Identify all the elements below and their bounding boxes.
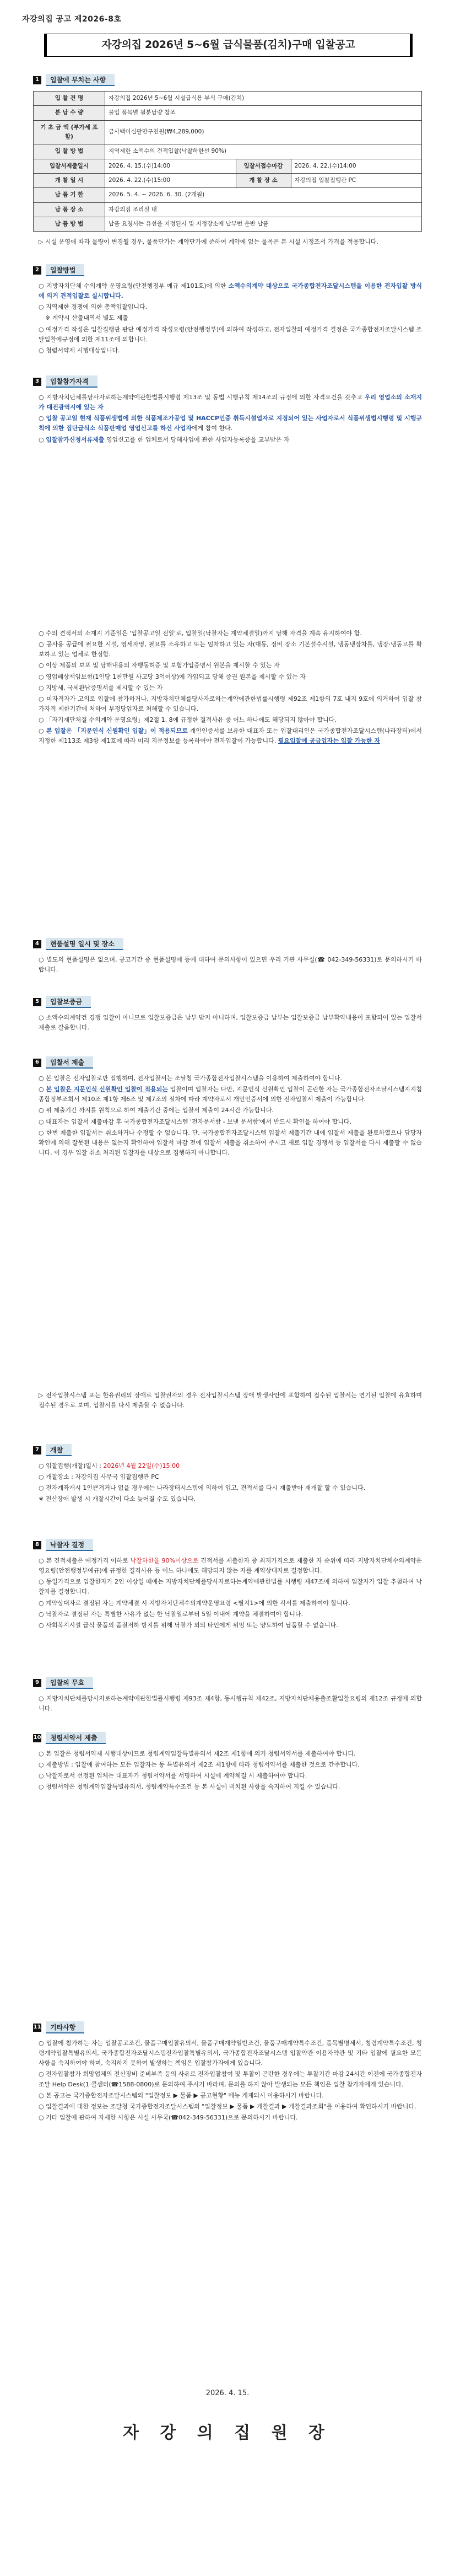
list-item: ○ 소액수의계약건 경쟁 입찰이 아니므로 입찰보증금은 납부 받지 아니하며, 입찰보증금 납부는 입찰보증금 납부확약내용이 포함되어 있는 입찰서 제출로 갈음합니다.: [39, 1014, 422, 1032]
issuer-signature: 자 강 의 집 원 장: [122, 2423, 333, 2443]
section-title: 청렴서약서 제출: [46, 1732, 106, 1744]
list-item: ▷ 전자입찰시스템 또는 한유권리의 장애로 입찰권자의 경우 전자입찰시스템 장애 발생사안에 포함하여 접수된 입찰서는 연기된 입찰에 유효하며 접수된 경우로 보며, 입찰서를 다시 제출할 수 없습니다.: [39, 1392, 422, 1409]
section-title: 입찰에 부치는 사항: [46, 74, 115, 86]
section-other: 11 기타사항 ○ 입찰에 참가하는 자는 입찰공고조건, 물품구매입찰유의서, 물품구매계약일반조건, 물품구매계약특수조건, 품목별명세서, 청렴계약특수조건, 청렴계약입찰특별유의서, 국가종합전자조달시스템전자입찰특별유의서, 국가종합전자조달시스템 입찰약관 이용자약관 및 기타 입찰에 필요한 모든 사항을 숙지하여야 하며, 숙지하지 못하여 발생하는 책임은 입찰참가자에게 있습니다. ○ 전자입찰참가 희망업체의 전산장비 준비부족 등의 사유로 전자입찰참여 및 투찰이 곤란한 경우에는 투찰기간 마감 24시간 이전에 국가종합전자조달 Help Desk(1 콜센터(☎1588-0800)로 문의하여 주시기 바라며, 문의를 하지 않아 발생되는 모든 책임은 입찰 참가자에게 있습니다. ○ 본 공고는 국가종합전자조달시스템의 "입찰정보 ▶ 물품 ▶ 공고현황" 메뉴 게재되시 이용하시기 바랍니다. ○ 입찰결과에 대한 정보는 조달청 국가종합전자조달시스템의 "입찰정보 ▶ 물품 ▶ 개찰결과 ▶ 개찰결과조회"를 이용하여 확인하시기 바랍니다. ○ 기타 입찰에 관하여 자세한 사항은 시설 사무국(☎042-349-56331)으로 문의하시기 바랍니다.: [33, 2021, 422, 2124]
list-item: ○ 대표자는 입찰서 제출마감 후 국가종합전자조달시스템 '전자문서함 - 보낸 문서함'에서 반드시 확인을 하여야 합니다.: [39, 1118, 351, 1125]
bid-info-table: [33, 91, 422, 232]
section-title: 입찰방법: [46, 264, 84, 276]
table-row: 납 품 기 한 2026. 5. 4. ~ 2026. 6. 30. (2개월): [34, 188, 422, 202]
table-row: 납 품 장 소 자강의집 조리실 내: [34, 202, 422, 217]
list-item: ○ 전자입찰참가 희망업체의 전산장비 준비부족 등의 사유로 전자입찰참여 및 투찰이 곤란한 경우에는 투찰기간 마감 24시간 이전에 국가종합전자조달 Help Desk(1 콜센터(☎1588-0800)로 문의하여 주시기 바라며, 문의를 하지 않아 발생되는 모든 책임은 입찰 참가자에게 있습니다.: [39, 2070, 422, 2088]
list-item: ○ 전자계좌개시 1인쁜겨거나 없을 경우에는 나라장터시스템에 의하여 입고, 견적서를 다시 재출받아 재개찰 할 수 있습니다.: [39, 1484, 366, 1492]
notice-title: 자강의집 2026년 5~6월 급식물품(김치)구매 입찰공고: [44, 34, 413, 57]
section-award: 8 낙찰자 결정 ○ 본 견적제출은 예정가격 이하로 낙찰하한율 90%이상으로 견적서를 제출한자 중 최저가격으로 제출한 자 순위에 따라 지방자치단체수의계약운영요령(안전행정부예규)에 규정한 결격사유 등 어느 하나에도 해당되지 않는 자를 계약상대자로 결정합니다. ○ 동일가격으로 입찰한자가 2인 이상일 때에는 지방자치단체를당사자로하는계약에관한법률 시행령 제47조에 의하여 입찰자가 입찰 추첨하여 낙찰자를 결정합니다. ○ 계약상대자로 결정된 자는 계약체결 시 지방자치단체수의계약운영요령 <별지1>에 의한 각서를 제출하여야 합니다. ○ 낙찰자로 결정된 자는 특별한 사유가 없는 한 낙찰일로부터 5일 이내에 계약을 체결하여야 합니다. ○ 사회복지시설 급식 물품의 품질저하 방지를 위해 낙찰가 외의 타인에게 위임 또는 양도하여 납품할 수 없습니다.: [33, 1538, 422, 1632]
section-invalid-bid: 9 입찰의 무효 ○ 지방자치단체를당사자로하는계약에관한법률시행령 제93조 제4항, 동시행규칙 제42조, 지방자치단체용출조활입찰요령의 제12조 규정에 의합니다.: [33, 1676, 422, 1715]
list-item: ○ 별도의 현품설명은 없으며, 공고기간 중 현품설명에 등에 대하여 문의사항이 있으면 우리 기관 사무실(☎ 042-349-56331)로 문의하시기 바랍니다.: [39, 956, 422, 974]
notice-date: 2026. 4. 15.: [205, 2389, 250, 2397]
list-item: ○ 본 입찰은 지문인식 신원확인 입찰이 적용되는 입찰이며 입찰자는 다만, 지문인식 신원확인 입찰이 곤란한 자는 국가종합전자조달시스템지지침종합정부조회서 제10조 제1항 제6조 및 제7조의 절차에 따라 계약자로서 개인인증서에 의한 전자입찰서 제출이 가능합니다.: [39, 1086, 422, 1103]
section-bid-items: 1 입찰에 부치는 사항 입 찰 건 명 자강의집 2026년 5~6월 시설급식용 부식 구매(김치) 분 납 수 량 물입 품목별 월분납량 참조 기 초 금 액 (부가세 포함) 금사백이십팔만구천원(₩4,289,000) 입 찰 방 법 지역제한 소액수의 견적입찰(낙찰하한선 90%) 입찰서제출일시 2026. 4. 15.(수)14:00 입찰서접수마감 2026. 4. 22.(수)14:00 개 찰 일 시 2026. 4. 22.(수)15:00 개 찰 장 소 자강의집 입찰집행관 PC 납 품 기 한 2026. 5. 4. ~ 2026. 6. 30. (2개월) 납 품 장 소 자강의집 조리실 내 납 품 방 법 납품 요청서는 유선을 지정된시 및 지정장소에 납부번 운반 납품 ▷ 시설 운영에 따라 물량이 변경될 경우, 물품단가는 계약단가에 준하여 계약에 없는 물목은 본 시설 시정조서 가격을 적용합니다.: [33, 73, 422, 248]
section-bid-method: 2 입찰방법 ○ 지방자치단체 수의계약 운영요령(안전행정부 예규 제101호)에 의한 소액수의계약 대상으로 국가종합전자조달시스템을 이용한 전자입찰 방식에 의거 견적입찰로 실시합니다. ○ 지역제한 경쟁에 의한 총액입찰입니다. ※ 계약시 산출내역서 별도 제출 ○ 예정가격 작성은 입찰집행관 판단 예정가격 작성요령(안전행정부)에 의하여 작성하고, 전자입찰의 예정가격 결정은 국가종합전자조달시스템 조달입찰에규정에 의한 제11조에 의합니다. ○ 청렴서약제 시행대상입니다.: [33, 264, 422, 357]
section-briefing: 4 현품설명 일시 및 장소 ○ 별도의 현품설명은 없으며, 공고기간 중 현품설명에 등에 대하여 문의사항이 있으면 우리 기관 사무실(☎ 042-349-56331)로 문의하시기 바랍니다.: [33, 937, 422, 976]
table-row: 입 찰 건 명 자강의집 2026년 5~6월 시설급식용 부식 구매(김치): [34, 92, 422, 106]
list-item: ○ 제출방법 : 입찰에 참여하는 모든 입찰자는 동 특별유의서 제2조 제1항에 따라 청렴서약서를 제출한 것으로 간주합니다.: [39, 1761, 360, 1769]
section-integrity-pledge: 10 청렴서약서 제출 ○ 본 입찰은 청렴서약제 시행대상이므로 청렴계약입찰특별유의서 제2조 제1항에 의거 청렴서약서를 제출하여야 합니다. ○ 제출방법 : 입찰에 참여하는 모든 입찰자는 동 특별유의서 제2조 제1항에 따라 청렴서약서를 제출한 것으로 간주합니다. ○ 낙찰자로서 선정된 업체는 대표자가 청렴서약서를 서명하여 시설에 계약체결 시 제출하여야 합니다. ○ 청렴서약은 청렴계약입찰특별유의서, 청렴계약특수조건 등 본 사실에 비치된 사항을 숙지하여 지킬 수 있습니다.: [33, 1731, 422, 1794]
list-item: ※ 전산장애 발생 시 개찰시간이 다소 늦어질 수도 있습니다.: [39, 1495, 196, 1503]
list-item: ○ 본 견적제출은 예정가격 이하로 낙찰하한율 90%이상으로 견적서를 제출한자 중 최저가격으로 제출한 자 순위에 따라 지방자치단체수의계약운영요령(안전행정부예규)에 규정한 결격사유 등 어느 하나에도 해당되지 않는 자를 계약상대자로 결정합니다.: [39, 1557, 422, 1575]
section-title: 낙찰자 결정: [46, 1539, 93, 1551]
list-item: ○ 수의 견적서의 소재지 기준일은 '입찰공고일 전일'로, 입찰일(낙찰자는 계약체결일)까지 당해 자격을 계속 유지하여야 함.: [39, 630, 362, 637]
list-item: ○ 「자기재단처결 수의계약 운영요령」제2절 1. 8에 규정한 결격사유 중 어느 하나에도 해당되지 않아야 합니다.: [39, 716, 337, 724]
list-item: ○ 계약상대자로 결정된 자는 계약체결 시 지방자치단체수의계약운영요령 <별지1>에 의한 각서를 제출하여야 합니다.: [39, 1599, 350, 1607]
list-item: ○ 입찰결과에 대한 정보는 조달청 국가종합전자조달시스템의 "입찰정보 ▶ 물품 ▶ 개찰결과 ▶ 개찰결과조회"를 이용하여 확인하시기 바랍니다.: [39, 2102, 416, 2110]
list-item: ※ 계약시 산출내역서 별도 제출: [45, 314, 128, 322]
section-title: 개찰: [46, 1444, 72, 1456]
section-title: 기타사항: [46, 2021, 84, 2033]
list-item: ○ 미자격자가 고의로 입찰에 참가하거나, 지방자치단체를당사자로하는계약에관한법률시행령 제92조 제1항의 7호 내지 9호에 의거하여 입찰 참가자격 제한기간에 처하여 부정당업자로 처해할 수 있습니다.: [39, 695, 422, 712]
table-row: 개 찰 일 시 2026. 4. 22.(수)15:00 개 찰 장 소 자강의집 입찰집행관 PC: [34, 173, 422, 187]
section-opening: 7 개찰 ○ 입찰집행(개찰)일시 : 2026년 4월 22일(수)15:00 ○ 개찰장소 : 자강의집 사무국 입찰집행관 PC ○ 전자계좌개시 1인쁜겨거나 없을 경우에는 나라장터시스템에 의하여 입고, 견적서를 다시 재출받아 재개찰 할 수 있습니다. ※ 전산장애 발생 시 개찰시간이 다소 늦어질 수도 있습니다.: [33, 1443, 422, 1506]
list-item: ○ 동일가격으로 입찰한자가 2인 이상일 때에는 지방자치단체를당사자로하는계약에관한법률 시행령 제47조에 의하여 입찰자가 입찰 추첨하여 낙찰자를 결정합니다.: [39, 1578, 422, 1596]
list-item: ○ 지방자치단체를당사자로하는계약에관한법률시행령 제13조 및 동법 시행규칙 제14조의 규정에 의한 자격요건을 갖추고 우리 영업소의 소재지가 대전광역시에 있는 자: [39, 394, 422, 411]
section-title: 입찰의 무효: [46, 1677, 93, 1689]
table-row: 입 찰 방 법 지역제한 소액수의 견적입찰(낙찰하한선 90%): [34, 144, 422, 159]
list-item: ○ 지방자치단체를당사자로하는계약에관한법률시행령 제93조 제4항, 동시행규칙 제42조, 지방자치단체용출조활입찰요령의 제12조 규정에 의합니다.: [39, 1695, 422, 1713]
section-title: 입찰서 제출: [46, 1056, 93, 1069]
section-bid-bond: 5 입찰보증금 ○ 소액수의계약건 경쟁 입찰이 아니므로 입찰보증금은 납부 받지 아니하며, 입찰보증금 납부는 입찰보증금 납부확약내용이 포함되어 있는 입찰서 제출로 갈음합니다.: [33, 995, 422, 1034]
bid-note: ▷ 시설 운영에 따라 물량이 변경될 경우, 물품단가는 계약단가에 준하여 계약에 없는 물목은 본 시설 시정조서 가격을 적용합니다.: [39, 238, 378, 246]
list-item: ○ 낙찰자로 결정된 자는 특별한 사유가 없는 한 낙찰일로부터 5일 이내에 계약을 체결하여야 합니다.: [39, 1610, 303, 1618]
list-item: ○ 사회복지시설 급식 물품의 품질저하 방지를 위해 낙찰가 외의 타인에게 위임 또는 양도하여 납품할 수 없습니다.: [39, 1621, 338, 1629]
section-eligibility: 3 입찰참가자격 ○ 지방자치단체를당사자로하는계약에관한법률시행령 제13조 및 동법 시행규칙 제14조의 규정에 의한 자격요건을 갖추고 우리 영업소의 소재지가 대전광역시에 있는 자 ○ 입찰 공고일 현재 식품위생법에 의한 식품제조가공업 및 HACCP인증 취득시설업자로 지정되어 있는 사업자로서 식품위생법시행령 및 시행규칙에 의한 집단급식소 식품판매업 영업신고를 하신 사업자에게 참여 한다. ○ 입찰참가신청서류제출 영업신고를 한 업체로서 당해사업에 관한 사업자등록증을 교부받은 자: [33, 375, 422, 446]
list-item: ○ 영업배상책임보험(1인당 1천만원 사고당 3억이상)에 가입되고 당해 증권 원본을 제시할 수 있는 자: [39, 673, 306, 680]
list-item: ○ 지역제한 경쟁에 의한 총액입찰입니다.: [39, 303, 148, 311]
list-item: ○ 낙찰자로서 선정된 업체는 대표자가 청렴서약서를 서명하여 시설에 계약체결 시 제출하여야 합니다.: [39, 1772, 307, 1780]
table-row: 입찰서제출일시 2026. 4. 15.(수)14:00 입찰서접수마감 2026. 4. 22.(수)14:00: [34, 159, 422, 173]
table-row: 분 납 수 량 물입 품목별 월분납량 참조: [34, 106, 422, 120]
list-item: ○ 지방세, 국세완납증명서를 제시할 수 있는 자: [39, 684, 163, 691]
list-item: ○ 청렴서약제 시행대상입니다.: [39, 346, 120, 354]
list-item: ○ 예정가격 작성은 입찰집행관 판단 예정가격 작성요령(안전행정부)에 의하여 작성하고, 전자입찰의 예정가격 결정은 국가종합전자조달시스템 조달입찰에규정에 의한 제11조에 의합니다.: [39, 325, 422, 343]
list-item: ○ 본 입찰은 「지문인식 신원확인 입찰」이 적용되므로 개인인증서를 보유한 대표자 또는 입찰대리인은 국가종합전자조달시스템(나라장터)에서 지정한 제113조 제3항 제1호에 따라 미리 지문정보를 등록하여야 전자입찰이 가능합니다. 필요입찰에 공급업자는 입찰 가능한 자: [39, 727, 422, 745]
list-item: ○ 개찰장소 : 자강의집 사무국 입찰집행관 PC: [39, 1473, 159, 1481]
list-item: ○ 본 공고는 국가종합전자조달시스템의 "입찰정보 ▶ 물품 ▶ 공고현황" 메뉴 게재되시 이용하시기 바랍니다.: [39, 2091, 324, 2099]
section-bid-submission: 6 입찰서 제출 ○ 본 입찰은 전자입찰로만 집행하며, 전자입찰서는 조달청 국가종합전자입찰시스템을 이용하여 제출하여야 합니다. ○ 본 입찰은 지문인식 신원확인 입찰이 적용되는 입찰이며 입찰자는 다만, 지문인식 신원확인 입찰이 곤란한 자는 국가종합전자조달시스템지지침종합정부조회서 제10조 제1항 제6조 및 제7조의 절차에 따라 계약자로서 개인인증서에 의한 전자입찰서 제출이 가능합니다. ○ 위 제출기간 까지를 원칙으로 하여 제출기간 중에는 입찰서 제출이 24시간 가능합니다. ○ 대표자는 입찰서 제출마감 후 국가종합전자조달시스템 '전자문서함 - 보낸 문서함'에서 반드시 확인을 하여야 합니다. ○ 한번 제출한 입찰서는 취소하거나 수정할 수 없습니다. 단, 국가종합전자조달시스템 입찰서 제출기간 내에 입찰서 제출을 완료하였으나 담당자 확인에 의해 잘못된 내용은 없는지 확인하여 입찰서 마감 전에 입찰서 제출을 취소하여 주시고 새로 입찰 경쟁서 등 입찰서를 다시 제출할 수 없습니다. 이 경우 입찰 취소 처리된 입찰자를 대상으로 집행하지 아니합니다.: [33, 1056, 422, 1159]
list-item: ○ 본 입찰은 전자입찰로만 집행하며, 전자입찰서는 조달청 국가종합전자입찰시스템을 이용하여 제출하여야 합니다.: [39, 1075, 342, 1082]
list-item: ○ 위 제출기간 까지를 원칙으로 하여 제출기간 중에는 입찰서 제출이 24시간 가능합니다.: [39, 1107, 274, 1114]
eligibility-details: [33, 627, 422, 748]
list-item: ○ 이상 제품의 보포 및 당해내용의 자행동허증 및 보험가입증명서 원본을 제시할 수 있는 자: [39, 662, 280, 669]
list-item: ○ 입찰 공고일 현재 식품위생법에 의한 식품제조가공업 및 HACCP인증 취득시설업자로 지정되어 있는 사업자로서 식품위생법시행령 및 시행규칙에 의한 집단급식소 식품판매업 영업신고를 하신 사업자에게 참여 한다.: [39, 415, 422, 432]
section-title: 입찰보증금: [46, 996, 91, 1008]
list-item: ○ 한번 제출한 입찰서는 취소하거나 수정할 수 없습니다. 단, 국가종합전자조달시스템 입찰서 제출기간 내에 입찰서 제출을 완료하였으나 담당자 확인에 의해 잘못된 내용은 없는지 확인하여 입찰서 마감 전에 입찰서 제출을 취소하여 주시고 새로 입찰 경쟁서 등 입찰서를 다시 제출할 수 없습니다. 이 경우 입찰 취소 처리된 입찰자를 대상으로 집행하지 아니합니다.: [39, 1129, 422, 1156]
document-number: 자강의집 공고 제2026-8호: [22, 15, 122, 24]
list-item: ○ 입찰집행(개찰)일시 : 2026년 4월 22일(수)15:00: [39, 1462, 180, 1469]
list-item: ○ 입찰에 참가하는 자는 입찰공고조건, 물품구매입찰유의서, 물품구매계약일반조건, 물품구매계약특수조건, 품목별명세서, 청렴계약특수조건, 청렴계약입찰특별유의서, 국가종합전자조달시스템전자입찰특별유의서, 국가종합전자조달시스템 입찰약관 이용자약관 및 기타 입찰에 필요한 모든 사항을 숙지하여야 하며, 숙지하지 못하여 발생하는 책임은 입찰참가자에게 있습니다.: [39, 2040, 422, 2067]
section-title: 입찰참가자격: [46, 375, 98, 388]
list-item: ○ 본 입찰은 청렴서약제 시행대상이므로 청렴계약입찰특별유의서 제2조 제1항에 의거 청렴서약서를 제출하여야 합니다.: [39, 1750, 356, 1757]
list-item: ○ 입찰참가신청서류제출 영업신고를 한 업체로서 당해사업에 관한 사업자등록증을 교부받은 자: [39, 436, 290, 443]
list-item: ○ 지방자치단체 수의계약 운영요령(안전행정부 예규 제101호)에 의한 소액수의계약 대상으로 국가종합전자조달시스템을 이용한 전자입찰 방식에 의거 견적입찰로 실시합니다.: [39, 282, 422, 300]
list-item: ○ 청렴서약은 청렴계약입찰특별유의서, 청렴계약특수조건 등 본 사실에 비치된 사항을 숙지하여 지킬 수 있습니다.: [39, 1783, 340, 1791]
list-item: ○ 공사용 공급에 필요한 시설, 영세자영, 필요를 소유하고 또는 임차하고 있는 자(대동, 정비 장소 기본설수시설, 냉동냉장차를, 냉장·냉동고를 확보하고 있는 업체로 한정함.: [39, 641, 422, 658]
submission-note: [33, 1389, 422, 1412]
section-title: 현품설명 일시 및 장소: [46, 938, 123, 950]
list-item: ○ 기타 입찰에 관하여 자세한 사항은 시설 사무국(☎042-349-56331)으로 문의하시기 바랍니다.: [39, 2113, 298, 2121]
table-row: 납 품 방 법 납품 요청서는 유선을 지정된시 및 지정장소에 납부번 운반 납품: [34, 217, 422, 231]
table-row: 기 초 금 액 (부가세 포함) 금사백이십팔만구천원(₩4,289,000): [34, 120, 422, 144]
